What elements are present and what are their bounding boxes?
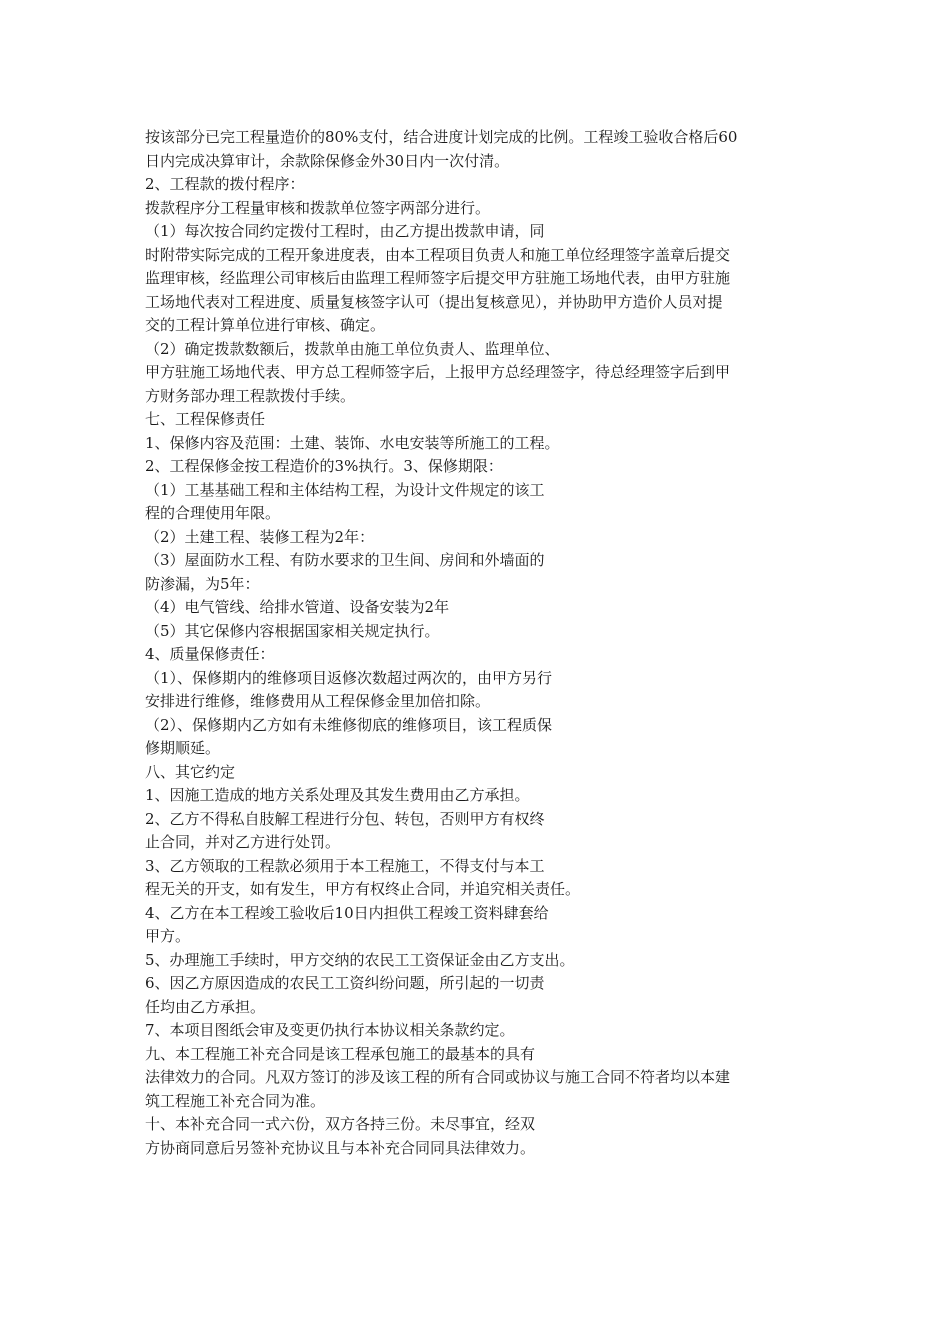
chapter-heading: 八、其它约定 [145,762,236,781]
text-line: 2、工程保修金按工程造价的3%执行。3、保修期限： [145,457,503,475]
text-line: 修期顺延。 [145,739,221,757]
text-line: （4）电气管线、给排水管道、设备安装为2年 [145,598,450,616]
text-line: 任均由乙方承担。 [145,997,266,1016]
text-line: 法律效力的合同。凡双方签订的涉及该工程的所有合同或协议与施工合同不符者均以本建 [145,1068,731,1086]
section-heading: 4、质量保修责任： [145,645,275,663]
text-line: 程的合理使用年限。 [145,504,281,522]
chapter-heading: 九、本工程施工补充合同是该工程承包施工的最基本的具有 [145,1044,536,1063]
chapter-heading: 十、本补充合同一式六份，双方各持三份。未尽事宜，经双 [145,1115,536,1133]
text-line: 6、因乙方原因造成的农民工工资纠纷问题，所引起的一切责 [145,974,545,992]
text-line: 甲方。 [145,927,191,945]
text-line: 程无关的开支，如有发生，甲方有权终止合同，并追究相关责任。 [145,880,581,898]
section-heading: 2、工程款的拨付程序： [145,175,305,193]
text-line: 安排进行维修，维修费用从工程保修金里加倍扣除。 [145,692,491,710]
text-line: 方协商同意后另签补充协议且与本补充合同同具法律效力。 [145,1138,536,1157]
text-line: （1）每次按合同约定拨付工程时，由乙方提出拨款申请，同 [145,222,545,240]
text-line: 2、乙方不得私自肢解工程进行分包、转包，否则甲方有权终 [145,809,545,828]
text-line: 甲方驻施工场地代表、甲方总工程师签字后，上报甲方总经理签字，待总经理签字后到甲 [145,363,731,381]
text-line: 日内完成决算审计，余款除保修金外30日内一次付清。 [145,151,510,170]
text-line: 4、乙方在本工程竣工验收后10日内担供工程竣工资料肆套给 [145,903,549,922]
text-line: 时附带实际完成的工程开象进度表，由本工程项目负责人和施工单位经理签字盖章后提交 [145,245,731,264]
text-line: 1、保修内容及范围：土建、装饰、水电安装等所施工的工程。 [145,433,560,452]
text-line: 交的工程计算单位进行审核、确定。 [145,316,386,334]
text-line: 监理审核，经监理公司审核后由监理工程师签字后提交甲方驻施工场地代表，由甲方驻施 [145,269,731,287]
text-line: （1）工基基础工程和主体结构工程，为设计文件规定的该工 [145,480,545,499]
text-line: （3）屋面防水工程、有防水要求的卫生间、房间和外墙面的 [145,551,545,569]
chapter-heading: 七、工程保修责任 [145,410,266,428]
text-line: 3、乙方领取的工程款必须用于本工程施工，不得支付与本工 [145,856,545,875]
text-line: 5、办理施工手续时，甲方交纳的农民工工资保证金由乙方支出。 [145,950,575,969]
text-line: 防渗漏，为5年： [145,574,260,593]
text-line: 筑工程施工补充合同为准。 [145,1091,326,1110]
text-line: 7、本项目图纸会审及变更仍执行本协议相关条款约定。 [145,1021,515,1039]
text-line: 止合同，并对乙方进行处罚。 [145,833,341,851]
text-line: 按该部分已完工程量造价的80%支付，结合进度计划完成的比例。工程竣工验收合格后60 [145,128,738,146]
text-line: 工场地代表对工程进度、质量复核签字认可（提出复核意见），并协助甲方造价人员对提 [145,292,723,311]
text-line: （1）、保修期内的维修项目返修次数超过两次的，由甲方另行 [145,668,553,687]
text-line: 方财务部办理工程款拨付手续。 [145,386,356,405]
text-line: 1、因施工造成的地方关系处理及其发生费用由乙方承担。 [145,786,530,804]
text-line: （2）确定拨款数额后，拨款单由施工单位负责人、监理单位、 [145,339,560,358]
text-line: （2）、保修期内乙方如有未维修彻底的维修项目，该工程质保 [145,715,553,734]
text-line: （2）土建工程、装修工程为2年： [145,527,375,546]
document-body [145,126,815,1160]
text-line: （5）其它保修内容根据国家相关规定执行。 [145,621,440,640]
text-line: 拨款程序分工程量审核和拨款单位签字两部分进行。 [145,198,491,217]
